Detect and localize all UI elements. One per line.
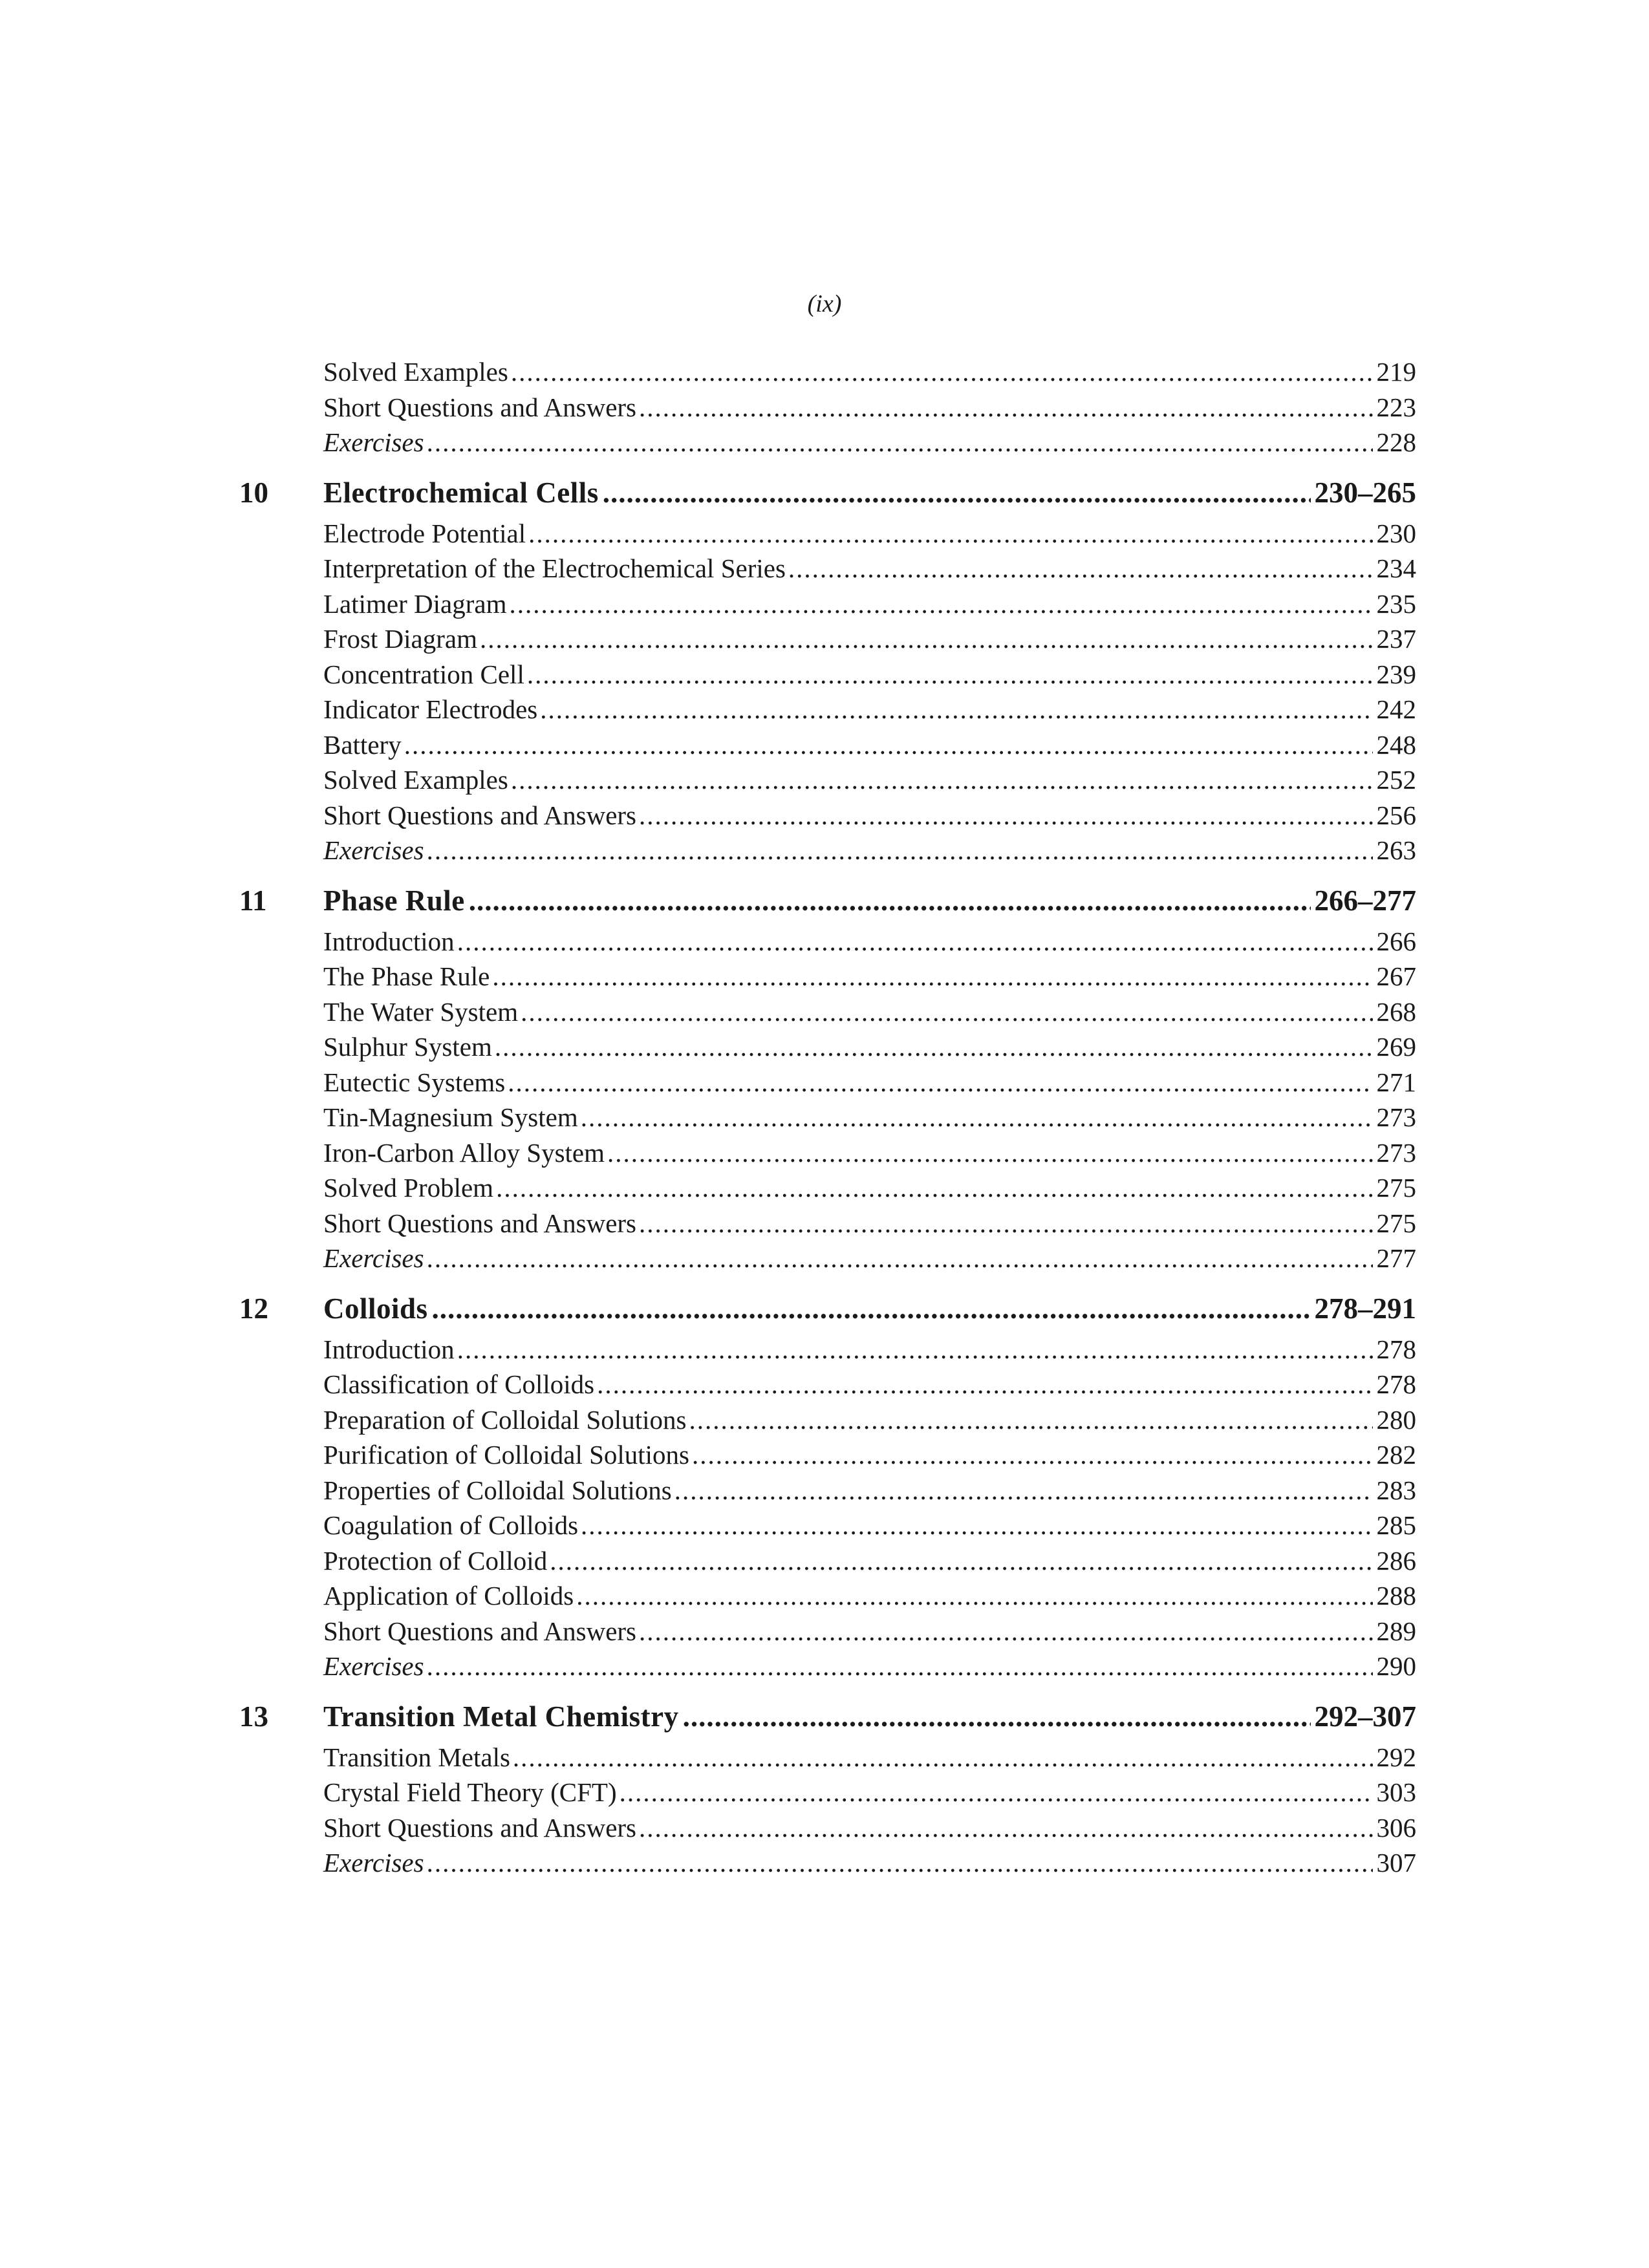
- toc-entry-page: 278: [1376, 1369, 1416, 1399]
- toc-entry-title: Solved Examples: [323, 357, 508, 387]
- dot-leader: [508, 1065, 1372, 1100]
- toc-entry-page: 266: [1376, 926, 1416, 956]
- toc-entry[interactable]: [239, 833, 1416, 868]
- toc-entry[interactable]: [239, 1135, 1416, 1171]
- toc-entry-page: 273: [1376, 1137, 1416, 1168]
- toc-entry-title: Exercises: [323, 427, 424, 457]
- toc-entry[interactable]: [239, 1473, 1416, 1508]
- toc-entry[interactable]: [239, 1845, 1416, 1881]
- toc-entry[interactable]: [239, 1241, 1416, 1276]
- toc-entry-page: 303: [1376, 1777, 1416, 1807]
- dot-leader: [521, 994, 1372, 1030]
- dot-leader: [492, 959, 1372, 994]
- dot-leader: [432, 1288, 1311, 1329]
- toc-entry-page: 283: [1376, 1475, 1416, 1505]
- toc-entry[interactable]: [239, 924, 1416, 959]
- chapter-heading[interactable]: [239, 880, 1416, 921]
- dot-leader: [427, 1845, 1373, 1881]
- toc-entry[interactable]: [239, 762, 1416, 798]
- toc-entry-title: Purification of Colloidal Solutions: [323, 1440, 690, 1470]
- chapter-page-range: 292–307: [1314, 1700, 1416, 1733]
- chapter-title: Colloids: [323, 1292, 428, 1325]
- toc-entry-page: 289: [1376, 1616, 1416, 1646]
- dot-leader: [689, 1402, 1372, 1438]
- dot-leader: [639, 798, 1372, 833]
- toc-entry-title: Short Questions and Answers: [323, 392, 637, 422]
- dot-leader: [527, 657, 1373, 692]
- dot-leader: [427, 1649, 1373, 1684]
- toc-entry-title: Classification of Colloids: [323, 1369, 595, 1399]
- toc-entry[interactable]: [239, 1614, 1416, 1649]
- dot-leader: [674, 1473, 1373, 1508]
- chapter-number: 11: [239, 884, 267, 917]
- toc-entry-title: Interpretation of the Electrochemical Series: [323, 553, 786, 583]
- toc-entry[interactable]: [239, 1367, 1416, 1402]
- toc-entry-title: Preparation of Colloidal Solutions: [323, 1404, 687, 1435]
- toc-entry[interactable]: [239, 551, 1416, 586]
- toc-entry-title: Introduction: [323, 926, 455, 956]
- toc-entry-title: Electrode Potential: [323, 518, 526, 548]
- dot-leader: [620, 1775, 1373, 1810]
- dot-leader: [509, 586, 1372, 622]
- toc-entry[interactable]: [239, 516, 1416, 551]
- toc-entry[interactable]: [239, 798, 1416, 833]
- toc-entry-page: 223: [1376, 392, 1416, 422]
- chapter-number: 13: [239, 1700, 268, 1733]
- chapter-number: 12: [239, 1292, 268, 1325]
- toc-entry-title: Introduction: [323, 1334, 455, 1364]
- toc-entry-title: Eutectic Systems: [323, 1067, 506, 1097]
- toc-entry-title: Short Questions and Answers: [323, 800, 637, 830]
- toc-entry-title: Short Questions and Answers: [323, 1208, 637, 1238]
- chapter-heading[interactable]: [239, 472, 1416, 513]
- dot-leader: [457, 924, 1373, 959]
- chapter-block: [239, 880, 1416, 1276]
- toc-entry[interactable]: [239, 1649, 1416, 1684]
- dot-leader: [550, 1543, 1372, 1579]
- toc-entry-page: 242: [1376, 694, 1416, 724]
- chapter-heading[interactable]: [239, 1288, 1416, 1329]
- toc-entry-title: The Water System: [323, 996, 519, 1027]
- toc-entry-title: Short Questions and Answers: [323, 1812, 637, 1843]
- toc-entry-page: 268: [1376, 996, 1416, 1027]
- dot-leader: [496, 1170, 1372, 1206]
- chapter-block: [239, 1696, 1416, 1881]
- chapter-title: Electrochemical Cells: [323, 476, 599, 509]
- dot-leader: [597, 1367, 1372, 1402]
- toc-entry-title: Transition Metals: [323, 1742, 510, 1772]
- toc-entry-page: 239: [1376, 659, 1416, 689]
- dot-leader: [540, 692, 1372, 727]
- dot-leader: [513, 1740, 1373, 1775]
- toc-entry[interactable]: [239, 727, 1416, 763]
- toc-entry[interactable]: [239, 692, 1416, 727]
- toc-entry-title: Concentration Cell: [323, 659, 524, 689]
- toc-entry-page: 285: [1376, 1510, 1416, 1540]
- dot-leader: [427, 425, 1373, 460]
- toc-entry[interactable]: [239, 1543, 1416, 1579]
- chapter-block: [239, 1288, 1416, 1684]
- toc-entry-page: 234: [1376, 553, 1416, 583]
- dot-leader: [639, 1810, 1372, 1846]
- dot-leader: [576, 1578, 1372, 1614]
- toc-entry-title: Solved Problem: [323, 1173, 494, 1203]
- toc-entry-page: 267: [1376, 961, 1416, 991]
- toc-entry-title: Tin-Magnesium System: [323, 1102, 578, 1132]
- toc-entry[interactable]: [239, 657, 1416, 692]
- dot-leader: [603, 472, 1311, 513]
- toc-entry-page: 273: [1376, 1102, 1416, 1132]
- chapter-heading[interactable]: [239, 1696, 1416, 1737]
- dot-leader: [427, 833, 1373, 868]
- toc-entry-page: 280: [1376, 1404, 1416, 1435]
- chapter-number: 10: [239, 476, 268, 509]
- chapter-page-range: 278–291: [1314, 1292, 1416, 1325]
- toc-entry-page: 271: [1376, 1067, 1416, 1097]
- toc-entry-page: 278: [1376, 1334, 1416, 1364]
- toc-entry-title: Battery: [323, 729, 402, 760]
- toc-entry[interactable]: [239, 1578, 1416, 1614]
- dot-leader: [457, 1332, 1373, 1367]
- toc-entry-page: 263: [1376, 835, 1416, 865]
- toc-entry-page: 286: [1376, 1545, 1416, 1576]
- chapter-block: [239, 472, 1416, 868]
- toc-entry-title: Coagulation of Colloids: [323, 1510, 579, 1540]
- toc-entry-page: 237: [1376, 624, 1416, 654]
- dot-leader: [469, 880, 1311, 921]
- toc-entry[interactable]: [239, 1100, 1416, 1135]
- dot-leader: [581, 1100, 1373, 1135]
- toc-entry-title: Indicator Electrodes: [323, 694, 538, 724]
- dot-leader: [788, 551, 1373, 586]
- toc-entry-title: Properties of Colloidal Solutions: [323, 1475, 672, 1505]
- toc-entry[interactable]: [239, 1065, 1416, 1100]
- toc-entry[interactable]: [239, 425, 1416, 460]
- toc-entry[interactable]: [239, 1508, 1416, 1543]
- dot-leader: [683, 1696, 1311, 1737]
- toc-entry-page: 219: [1376, 357, 1416, 387]
- toc-entry-page: 306: [1376, 1812, 1416, 1843]
- toc-entry-page: 307: [1376, 1848, 1416, 1878]
- toc-entry-title: Exercises: [323, 1243, 424, 1273]
- toc-entry-page: 292: [1376, 1742, 1416, 1772]
- toc-entry[interactable]: [239, 959, 1416, 994]
- toc-entry-page: 228: [1376, 427, 1416, 457]
- dot-leader: [480, 621, 1373, 657]
- toc-entry-title: The Phase Rule: [323, 961, 490, 991]
- toc-entry[interactable]: [239, 1775, 1416, 1810]
- toc-entry-title: Short Questions and Answers: [323, 1616, 637, 1646]
- toc-entry[interactable]: [239, 1206, 1416, 1241]
- toc-entry-page: 235: [1376, 588, 1416, 619]
- toc-entry-title: Iron-Carbon Alloy System: [323, 1137, 605, 1168]
- toc-entry-page: 248: [1376, 729, 1416, 760]
- dot-leader: [528, 516, 1372, 551]
- toc-entry[interactable]: [239, 1437, 1416, 1473]
- dot-leader: [511, 762, 1373, 798]
- dot-leader: [692, 1437, 1372, 1473]
- toc-entry-page: 230: [1376, 518, 1416, 548]
- toc-entry-page: 256: [1376, 800, 1416, 830]
- toc-entry[interactable]: [239, 1810, 1416, 1846]
- toc-entry-title: Protection of Colloid: [323, 1545, 548, 1576]
- chapter-page-range: 230–265: [1314, 476, 1416, 509]
- toc-entry[interactable]: [239, 1332, 1416, 1367]
- dot-leader: [639, 1206, 1372, 1241]
- toc-entry[interactable]: [239, 1402, 1416, 1438]
- dot-leader: [639, 1614, 1372, 1649]
- table-of-contents: [239, 354, 1416, 1881]
- dot-leader: [581, 1508, 1372, 1543]
- dot-leader: [607, 1135, 1372, 1171]
- dot-leader: [511, 354, 1373, 390]
- toc-entry-page: 277: [1376, 1243, 1416, 1273]
- toc-entry-page: 275: [1376, 1208, 1416, 1238]
- toc-entry[interactable]: [239, 354, 1416, 390]
- toc-entry[interactable]: [239, 1029, 1416, 1065]
- chapter-title: Transition Metal Chemistry: [323, 1700, 679, 1733]
- toc-entry-title: Sulphur System: [323, 1032, 492, 1062]
- page-number: (ix): [807, 290, 842, 317]
- toc-entry-page: 290: [1376, 1651, 1416, 1681]
- toc-entry[interactable]: [239, 621, 1416, 657]
- dot-leader: [427, 1241, 1373, 1276]
- toc-entry[interactable]: [239, 586, 1416, 622]
- toc-entry-title: Exercises: [323, 835, 424, 865]
- toc-entry-title: Frost Diagram: [323, 624, 477, 654]
- toc-entry-page: 282: [1376, 1440, 1416, 1470]
- toc-entry-title: Latimer Diagram: [323, 588, 507, 619]
- chapter-title: Phase Rule: [323, 884, 465, 917]
- toc-entry-title: Application of Colloids: [323, 1581, 574, 1610]
- dot-leader: [495, 1029, 1373, 1065]
- dot-leader: [404, 727, 1373, 763]
- toc-entry-title: Crystal Field Theory (CFT): [323, 1777, 617, 1807]
- toc-entry[interactable]: [239, 994, 1416, 1030]
- toc-entry-title: Exercises: [323, 1848, 424, 1878]
- chapter-page-range: 266–277: [1314, 884, 1416, 917]
- toc-entry-title: Exercises: [323, 1651, 424, 1681]
- toc-entry-page: 252: [1376, 765, 1416, 795]
- toc-entry-title: Solved Examples: [323, 765, 508, 795]
- toc-entry-page: 288: [1376, 1581, 1416, 1610]
- toc-entry-page: 269: [1376, 1032, 1416, 1062]
- toc-entry[interactable]: [239, 1170, 1416, 1206]
- toc-entry-page: 275: [1376, 1173, 1416, 1203]
- dot-leader: [639, 390, 1372, 425]
- toc-entry[interactable]: [239, 390, 1416, 425]
- toc-entry[interactable]: [239, 1740, 1416, 1775]
